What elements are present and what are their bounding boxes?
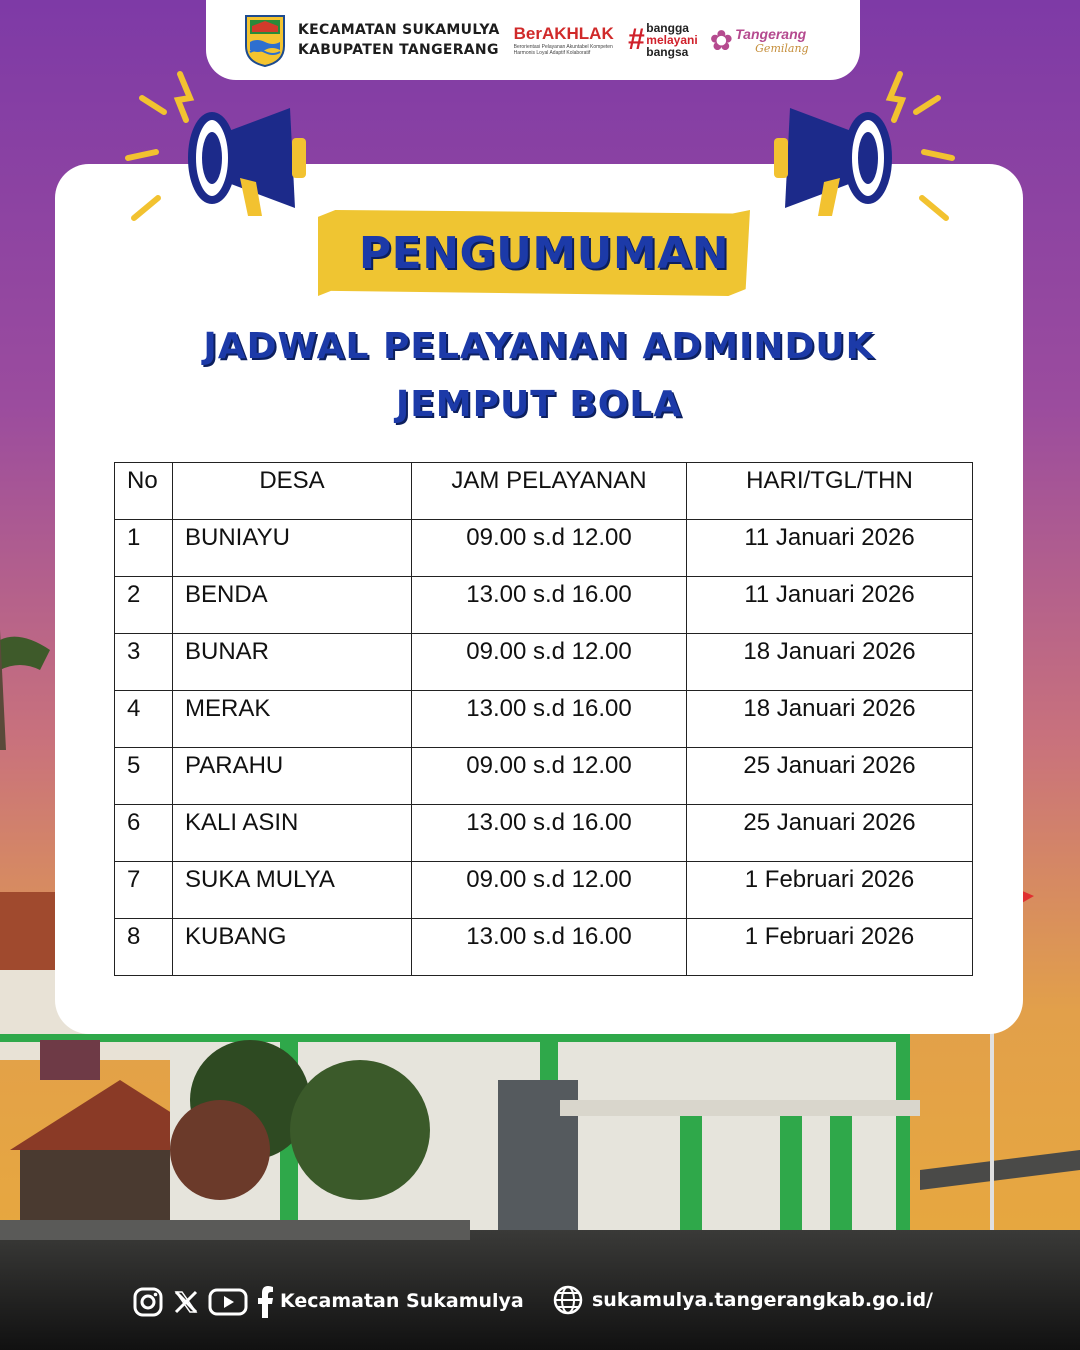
berakhlak-subtext: Berorientasi Pelayanan Akuntabel Kompeten Harmonis Loyal Adaptif Kolaboratif [513,44,613,56]
table-row [115,805,973,862]
cell-jam: 13.00 s.d 16.00 [412,691,687,748]
gemilang-word: Gemilang [755,41,809,55]
bangga-word: bangga [646,21,689,35]
cell-hari: 11 Januari 2026 [687,520,973,577]
header-no: No [115,463,173,520]
cell-jam: 13.00 s.d 16.00 [412,577,687,634]
cell-desa: MERAK [173,691,412,748]
social-icons [132,1286,282,1318]
melayani-word: melayani [646,33,698,47]
table-header-row [115,463,973,520]
cell-hari: 11 Januari 2026 [687,577,973,634]
tangerang-gemilang-logo [710,24,809,57]
org-name-line2: KABUPATEN TANGERANG [298,42,499,58]
cell-jam: 09.00 s.d 12.00 [412,520,687,577]
cell-no: 5 [115,748,173,805]
cell-no: 7 [115,862,173,919]
cell-hari: 18 Januari 2026 [687,691,973,748]
cell-desa: BUNAR [173,634,412,691]
org-name-line1: KECAMATAN SUKAMULYA [298,22,500,38]
table-row [115,748,973,805]
schedule-title-line1: JADWAL PELAYANAN ADMINDUK [203,326,875,367]
cell-no: 1 [115,520,173,577]
cell-hari: 1 Februari 2026 [687,862,973,919]
cell-hari: 1 Februari 2026 [687,919,973,976]
x-icon[interactable] [172,1288,200,1316]
header-desa: DESA [173,463,412,520]
cell-desa: KUBANG [173,919,412,976]
cell-desa: KALI ASIN [173,805,412,862]
bangga-melayani-bangsa-logo [628,22,698,58]
kabupaten-crest-icon [242,12,288,68]
cell-hari: 25 Januari 2026 [687,805,973,862]
megaphone-right-icon [770,68,960,228]
website-link[interactable] [552,1284,933,1316]
announcement-label: PENGUMUMAN [358,228,730,279]
cell-no: 4 [115,691,173,748]
cell-desa: BUNIAYU [173,520,412,577]
table-row [115,691,973,748]
berakhlak-logo [514,24,622,56]
footer-bar [0,1276,1080,1332]
cell-jam: 13.00 s.d 16.00 [412,919,687,976]
bangsa-word: bangsa [646,45,689,59]
cell-no: 3 [115,634,173,691]
schedule-table [114,462,973,976]
cell-no: 8 [115,919,173,976]
cell-hari: 25 Januari 2026 [687,748,973,805]
cell-hari: 18 Januari 2026 [687,634,973,691]
cell-jam: 13.00 s.d 16.00 [412,805,687,862]
table-row [115,862,973,919]
berakhlak-text: BerAKHLAK [513,24,614,43]
tangerang-word: Tangerang [735,25,807,42]
cell-no: 6 [115,805,173,862]
table-row [115,919,973,976]
cell-no: 2 [115,577,173,634]
schedule-title-line2: JEMPUT BOLA [395,384,683,425]
website-url: sukamulya.tangerangkab.go.id/ [592,1289,933,1311]
table-row [115,520,973,577]
cell-jam: 09.00 s.d 12.00 [412,634,687,691]
cell-desa: PARAHU [173,748,412,805]
cell-jam: 09.00 s.d 12.00 [412,748,687,805]
facebook-icon[interactable] [256,1286,274,1318]
youtube-icon[interactable] [208,1286,248,1318]
cell-jam: 09.00 s.d 12.00 [412,862,687,919]
instagram-icon[interactable] [132,1286,164,1318]
social-account-name: Kecamatan Sukamulya [280,1290,524,1312]
cell-desa: SUKA MULYA [173,862,412,919]
cell-desa: BENDA [173,577,412,634]
table-row [115,634,973,691]
header-jam-pelayanan: JAM PELAYANAN [412,463,687,520]
flower-icon: ✿ [709,24,734,56]
hashtag-icon: # [627,23,645,56]
globe-icon [552,1284,584,1316]
megaphone-left-icon [120,68,310,228]
header-hari-tgl-thn: HARI/TGL/THN [687,463,973,520]
table-row [115,577,973,634]
